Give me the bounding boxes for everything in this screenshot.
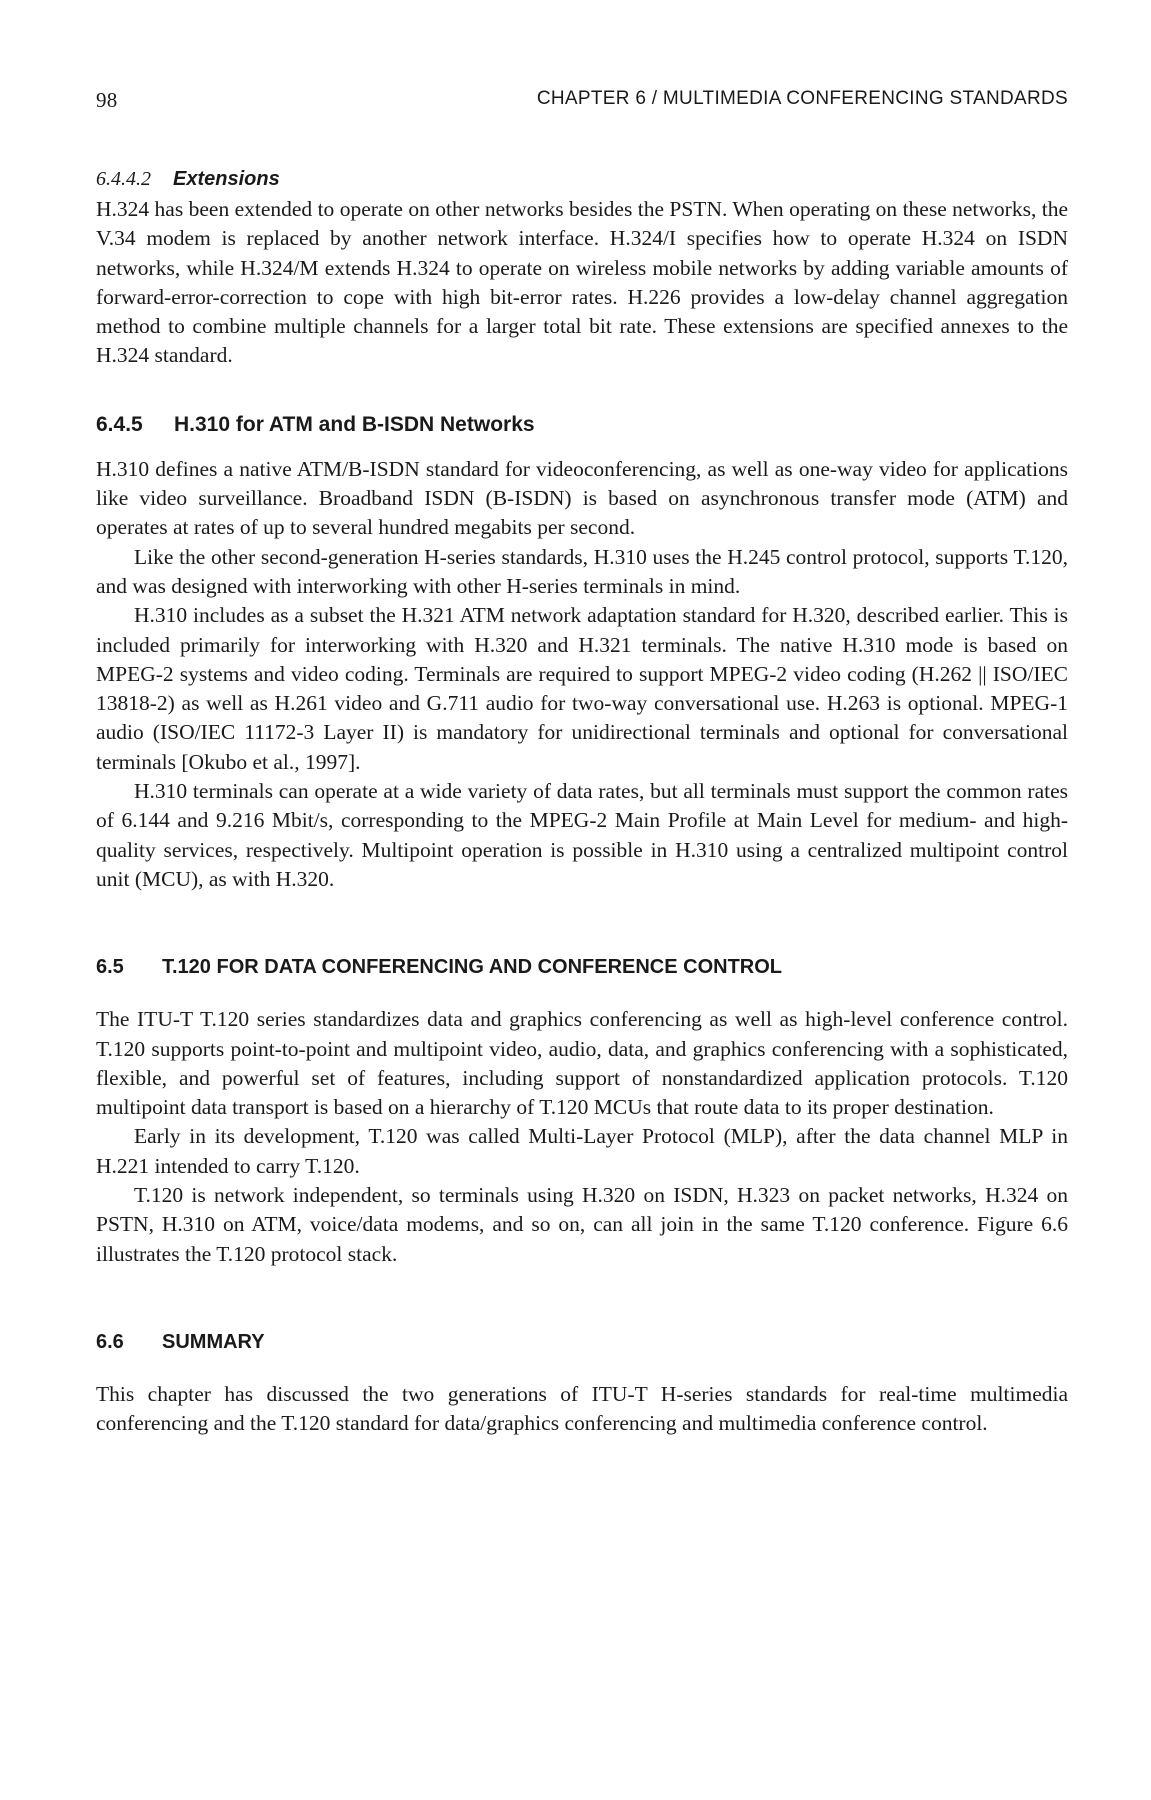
paragraph: Early in its development, T.120 was called Multi-Layer Protocol (MLP), after the data channel MLP in H.221 intended to carry T.120. xyxy=(96,1124,1068,1178)
paragraph: Like the other second-generation H-series standards, H.310 uses the H.245 control protocol, supports T.120, and was designed with interworking with other H-series terminals in mind. xyxy=(96,544,1068,598)
section-title: H.310 for ATM and B-ISDN Networks xyxy=(174,412,535,436)
paragraph: The ITU-T T.120 series standardizes data and graphics conferencing as well as high-level conference control. T.120 supports point-to-point and multipoint video, audio, data, and graphics conferencing with a sophisticated, flexible, and powerful set of features, including support of nonstandardized application protocols. T.120 multipoint data transport is based on a hierarchy of T.120 MCUs that route data to its proper destination. xyxy=(96,1007,1068,1120)
section-6-4-5 xyxy=(96,413,1068,894)
section-6-6 xyxy=(96,1331,1068,1439)
chapter-title: CHAPTER 6 / MULTIMEDIA CONFERENCING STANDARDS xyxy=(536,88,1068,109)
page-number: 98 xyxy=(96,88,118,112)
section-heading xyxy=(96,1331,1068,1354)
section-number: 6.6 xyxy=(96,1330,124,1353)
section-title: Extensions xyxy=(173,168,280,190)
paragraph: T.120 is network independent, so terminals using H.320 on ISDN, H.323 on packet networks, H.324 on PSTN, H.310 on ATM, voice/data modems, and so on, can all join in the same T.120 conference. Figure 6.6 illustrates the T.120 protocol stack. xyxy=(96,1183,1068,1266)
section-number: 6.4.5 xyxy=(96,412,143,436)
paragraph: H.324 has been extended to operate on other networks besides the PSTN. When operating on these networks, the V.34 modem is replaced by another network interface. H.324/I specifies how to operate H.324 on ISDN networks, while H.324/M extends H.324 to operate on wireless mobile networks by adding variable amounts of forward-error-correction to cope with high bit-error rates. H.226 provides a low-delay channel aggregation method to combine multiple channels for a larger total bit rate. These extensions are specified annexes to the H.324 standard. xyxy=(96,197,1068,368)
section-6-5 xyxy=(96,956,1068,1269)
section-heading xyxy=(96,413,1068,437)
paragraph: H.310 defines a native ATM/B-ISDN standard for videoconferencing, as well as one-way video for applications like video surveillance. Broadband ISDN (B-ISDN) is based on asynchronous transfer mode (ATM) and operates at rates of up to several hundred megabits per second. xyxy=(96,456,1068,540)
section-title: SUMMARY xyxy=(162,1330,265,1353)
paragraph: H.310 terminals can operate at a wide variety of data rates, but all terminals must support the common rates of 6.144 and 9.216 Mbit/s, corresponding to the MPEG-2 Main Profile at Main Level for medium- and high-quality services, respectively. Multipoint operation is possible in H.310 using a centralized multipoint control unit (MCU), as with H.320. xyxy=(96,779,1068,891)
section-title: T.120 FOR DATA CONFERENCING AND CONFERENCE CONTROL xyxy=(162,956,783,979)
section-heading xyxy=(96,168,1068,191)
section-6-4-4-2 xyxy=(96,168,1068,371)
paragraph: This chapter has discussed the two generations of ITU-T H-series standards for real-time multimedia conferencing and the T.120 standard for data/graphics conferencing and multimedia conference control. xyxy=(96,1381,1068,1436)
section-number: 6.5 xyxy=(96,956,124,979)
paragraph: H.310 includes as a subset the H.321 ATM network adaptation standard for H.320, described earlier. This is included primarily for interworking with H.320 and H.321 terminals. The native H.310 mode is based on MPEG-2 systems and video coding. Terminals are required to support MPEG-2 video coding (H.262 || ISO/IEC 13818-2) as well as H.261 video and G.711 audio for two-way conversational use. H.263 is optional. MPEG-1 audio (ISO/IEC 11172-3 Layer II) is mandatory for unidirectional terminals and optional for conversational terminals [Okubo et al., 1997]. xyxy=(96,603,1068,774)
section-heading xyxy=(96,956,1068,979)
running-header xyxy=(96,88,1068,118)
page-content xyxy=(96,168,1068,1439)
section-number: 6.4.4.2 xyxy=(96,168,151,190)
